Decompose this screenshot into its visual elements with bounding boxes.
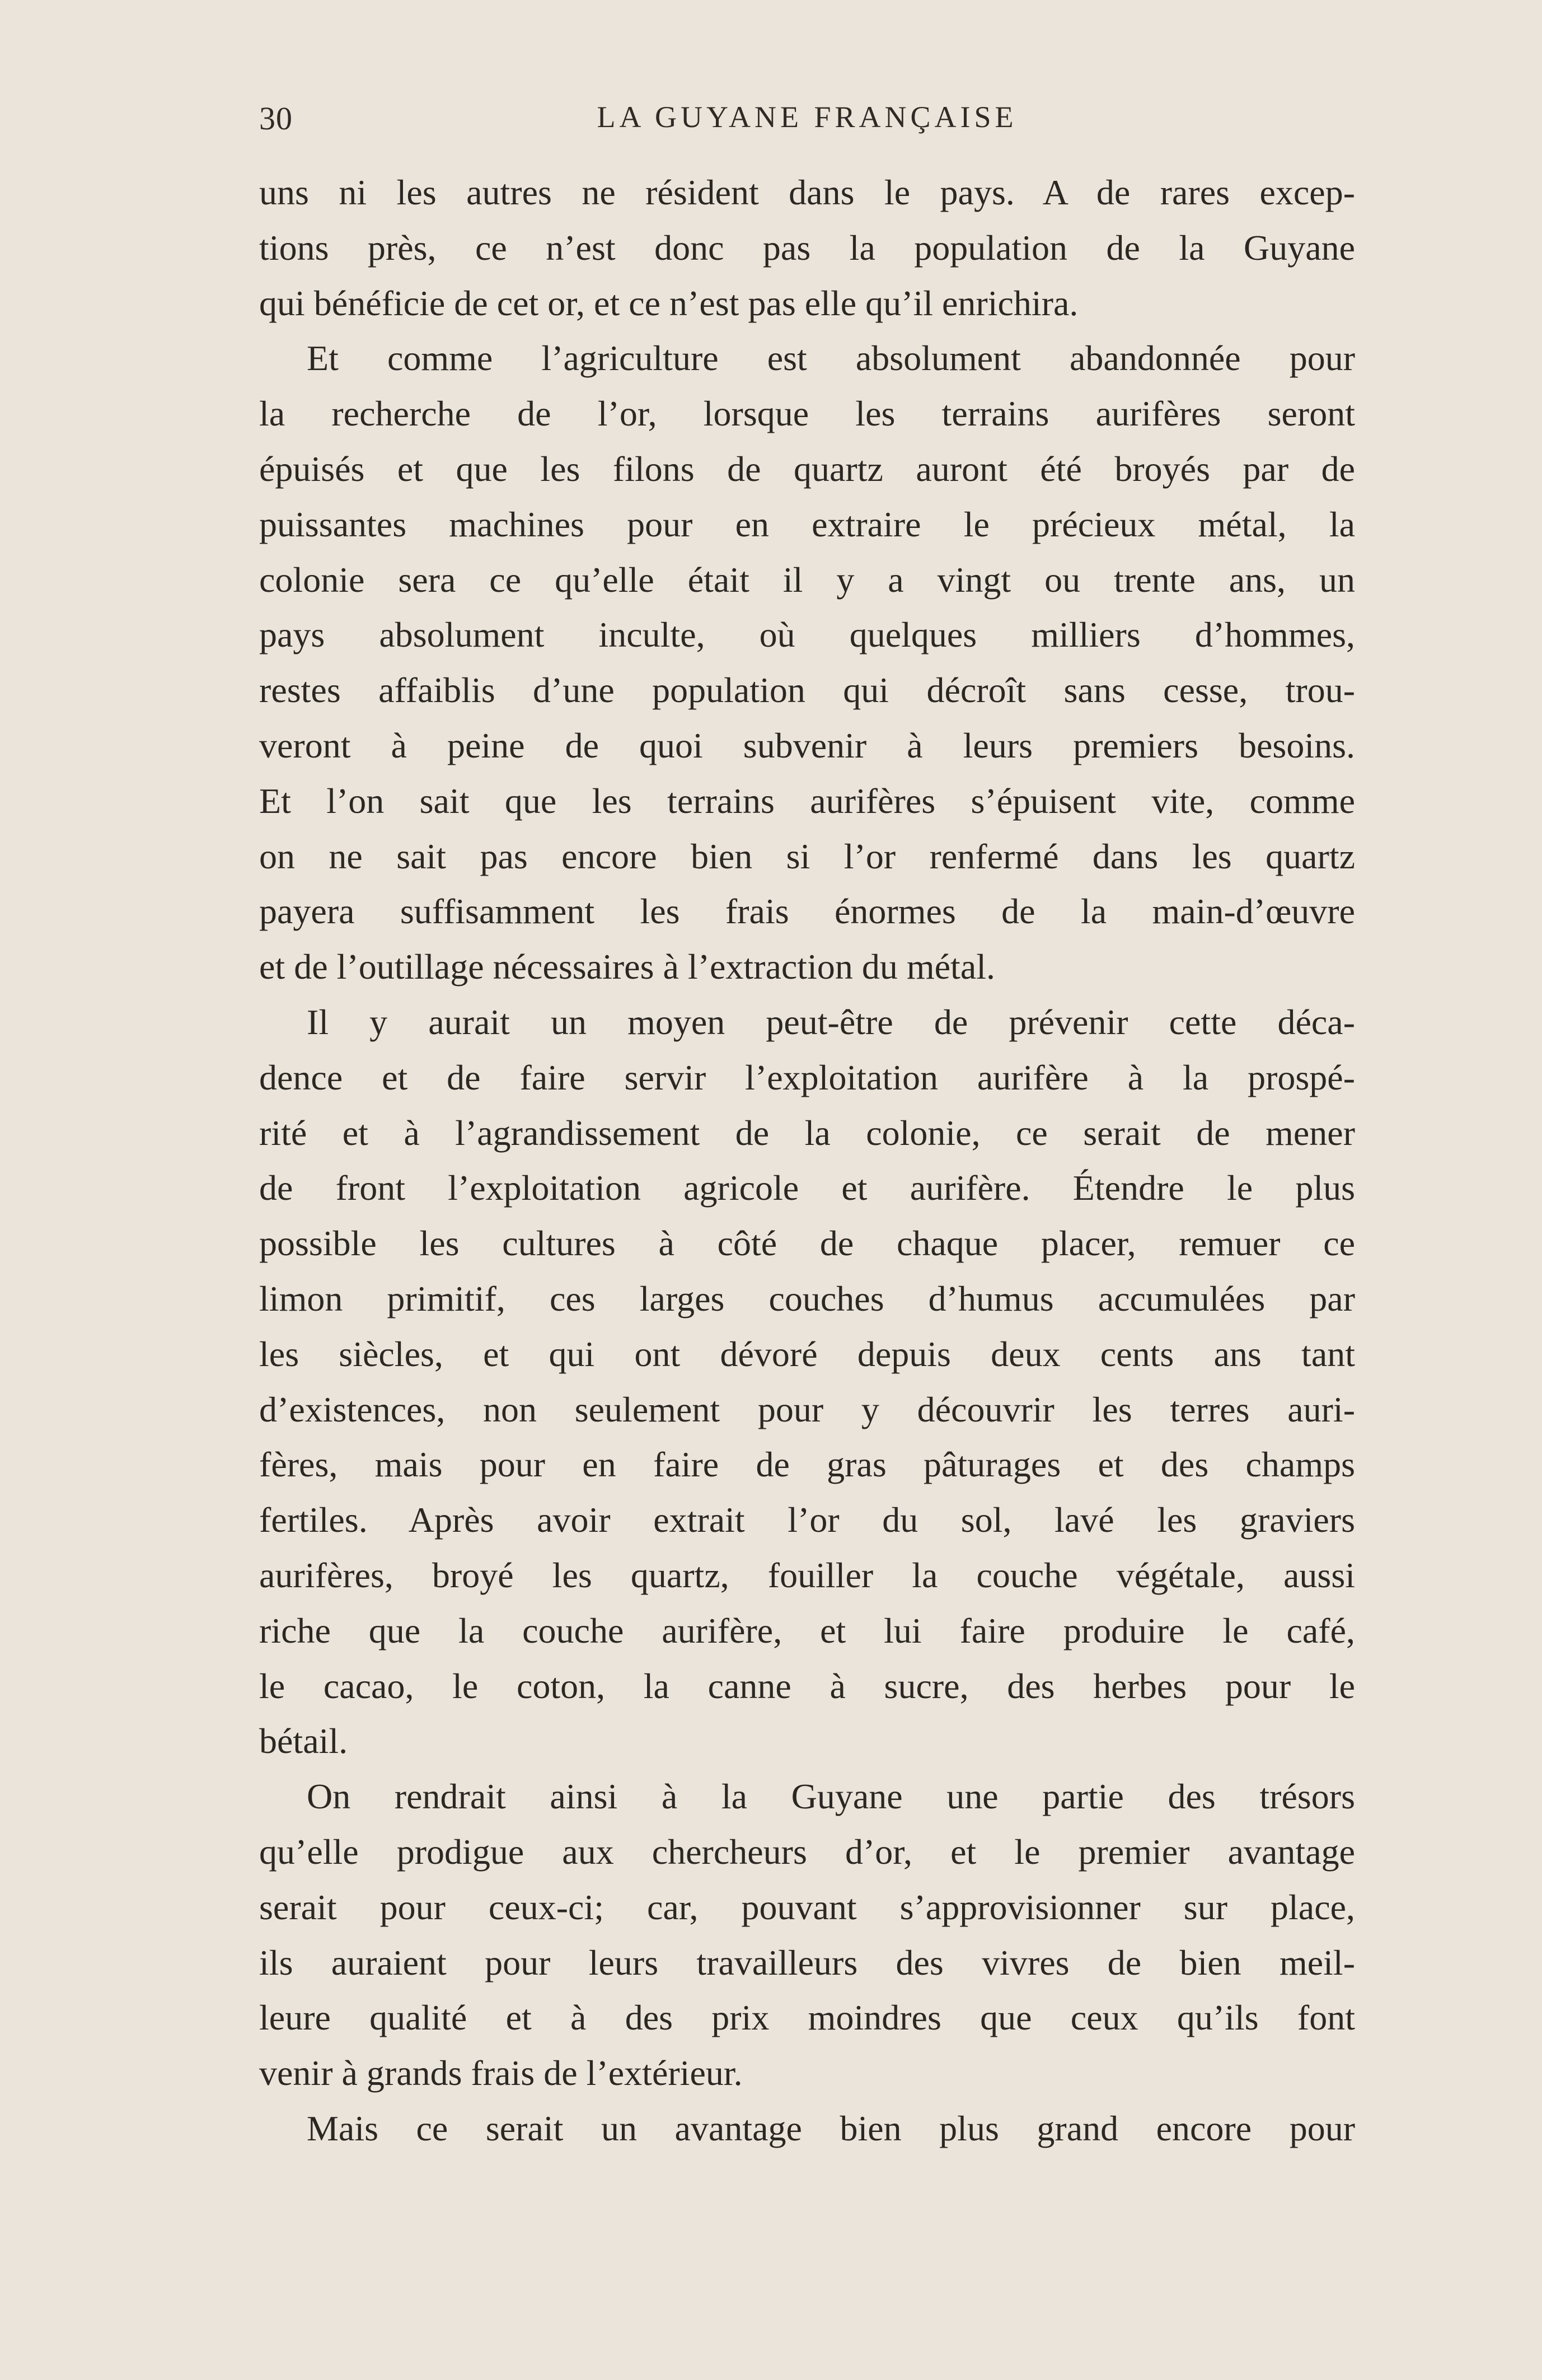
text-line: Il y aurait un moyen peut-être de prévenir cette déca- <box>307 1002 1355 1042</box>
text-line: les siècles, et qui ont dévoré depuis deux cents ans tant <box>259 1334 1355 1374</box>
text-line: restes affaiblis d’une population qui décroît sans cesse, trou- <box>259 670 1355 710</box>
text-line: leure qualité et à des prix moindres que ceux qu’ils font <box>259 1998 1355 2038</box>
text-line: la recherche de l’or, lorsque les terrains aurifères seront <box>259 394 1355 434</box>
text-line: d’existences, non seulement pour y découvrir les terres auri- <box>259 1389 1355 1429</box>
text-line: qui bénéficie de cet or, et ce n’est pas elle qu’il enrichira. <box>259 283 1079 323</box>
text-line: le cacao, le coton, la canne à sucre, des herbes pour le <box>259 1666 1355 1706</box>
text-line: tions près, ce n’est donc pas la population de la Guyane <box>259 227 1355 268</box>
text-line: payera suffisamment les frais énormes de la main-d’œuvre <box>259 891 1355 932</box>
text-line: On rendrait ainsi à la Guyane une partie des trésors <box>307 1776 1355 1817</box>
text-line: Et l’on sait que les terrains aurifères s’épuisent vite, comme <box>259 780 1355 821</box>
text-line: de front l’exploitation agricole et aurifère. Étendre le plus <box>259 1168 1355 1208</box>
text-line: aurifères, broyé les quartz, fouiller la couche végétale, aussi <box>259 1555 1355 1595</box>
page-number: 30 <box>259 100 293 137</box>
body-text <box>259 165 1355 2157</box>
page-header <box>259 95 1355 140</box>
text-line: qu’elle prodigue aux chercheurs d’or, et le premier avantage <box>259 1831 1355 1872</box>
text-line: possible les cultures à côté de chaque placer, remuer ce <box>259 1223 1355 1264</box>
text-line: fertiles. Après avoir extrait l’or du sol, lavé les graviers <box>259 1500 1355 1540</box>
text-line: ils auraient pour leurs travailleurs des vivres de bien meil- <box>259 1942 1355 1982</box>
text-line: pays absolument inculte, où quelques milliers d’hommes, <box>259 615 1355 655</box>
text-line: serait pour ceux-ci; car, pouvant s’approvisionner sur place, <box>259 1887 1355 1927</box>
text-line: veront à peine de quoi subvenir à leurs premiers besoins. <box>259 725 1355 765</box>
text-line: épuisés et que les filons de quartz auront été broyés par de <box>259 448 1355 489</box>
text-line: et de l’outillage nécessaires à l’extraction du métal. <box>259 947 995 987</box>
text-line: bétail. <box>259 1721 348 1761</box>
text-line: colonie sera ce qu’elle était il y a vingt ou trente ans, un <box>259 559 1355 600</box>
text-line: rité et à l’agrandissement de la colonie, ce serait de mener <box>259 1112 1355 1153</box>
text-line: uns ni les autres ne résident dans le pays. A de rares excep- <box>259 172 1355 212</box>
text-line: puissantes machines pour en extraire le précieux métal, la <box>259 504 1355 544</box>
text-line: fères, mais pour en faire de gras pâturages et des champs <box>259 1444 1355 1485</box>
text-line: Et comme l’agriculture est absolument abandonnée pour <box>307 338 1355 378</box>
text-line: venir à grands frais de l’extérieur. <box>259 2053 743 2093</box>
running-title: LA GUYANE FRANÇAISE <box>597 100 1018 134</box>
text-line: limon primitif, ces larges couches d’humus accumulées par <box>259 1278 1355 1318</box>
text-line: dence et de faire servir l’exploitation aurifère à la prospé- <box>259 1057 1355 1097</box>
text-line: on ne sait pas encore bien si l’or renfermé dans les quartz <box>259 836 1355 876</box>
text-line: Mais ce serait un avantage bien plus grand encore pour <box>307 2108 1355 2148</box>
text-line: riche que la couche aurifère, et lui faire produire le café, <box>259 1610 1355 1650</box>
